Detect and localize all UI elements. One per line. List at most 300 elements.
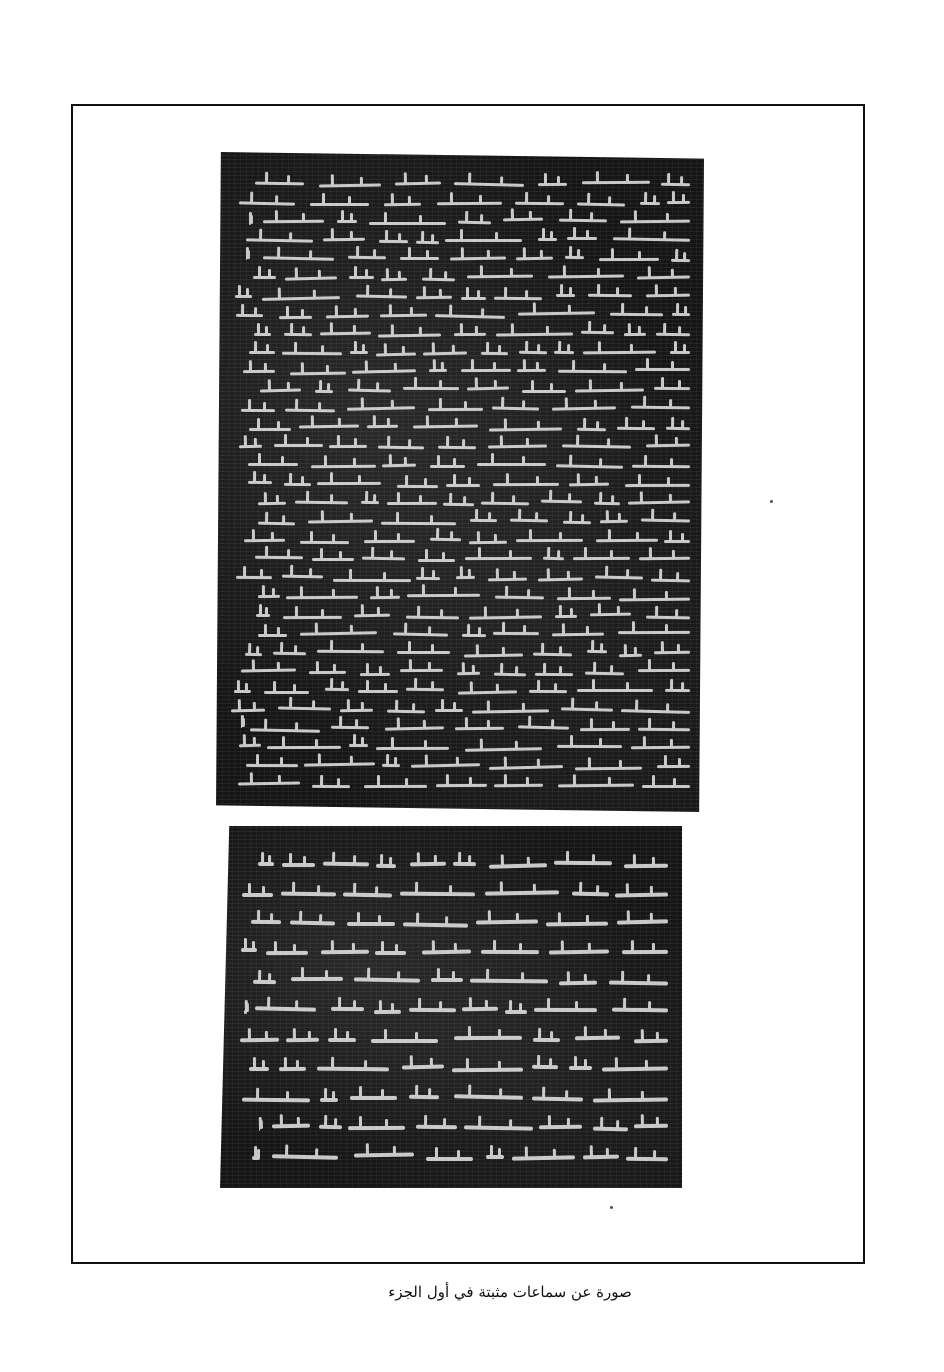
manuscript-stroke xyxy=(273,652,306,656)
manuscript-stroke xyxy=(379,240,408,243)
manuscript-stroke xyxy=(290,371,346,375)
manuscript-stroke xyxy=(308,519,373,523)
manuscript-stroke xyxy=(562,444,631,448)
manuscript-stroke xyxy=(488,577,527,581)
manuscript-stroke xyxy=(567,237,597,240)
manuscript-stroke xyxy=(454,1036,522,1040)
manuscript-stroke xyxy=(554,861,612,865)
manuscript-stroke xyxy=(350,1096,397,1100)
manuscript-stroke xyxy=(347,922,395,926)
manuscript-stroke xyxy=(321,949,369,954)
manuscript-stroke xyxy=(661,183,690,186)
manuscript-stroke xyxy=(533,1038,560,1042)
manuscript-stroke xyxy=(279,1067,306,1071)
manuscript-stroke xyxy=(532,1097,583,1102)
manuscript-stroke xyxy=(638,727,690,731)
manuscript-stroke xyxy=(457,672,480,676)
manuscript-stroke xyxy=(656,333,690,337)
manuscript-stroke xyxy=(360,673,390,676)
manuscript-stroke xyxy=(642,785,690,788)
manuscript-stroke xyxy=(522,390,566,393)
manuscript-stroke xyxy=(295,500,348,504)
manuscript-stroke xyxy=(559,219,607,223)
manuscript-stroke xyxy=(245,653,262,656)
manuscript-stroke xyxy=(266,951,308,955)
manuscript-stroke xyxy=(311,465,376,468)
manuscript-stroke xyxy=(426,1157,473,1161)
manuscript-stroke xyxy=(465,747,542,752)
manuscript-stroke xyxy=(594,502,620,506)
manuscript-stroke xyxy=(274,444,323,447)
manuscript-stroke xyxy=(634,1039,668,1044)
manuscript-stroke xyxy=(259,1127,260,1131)
manuscript-stroke xyxy=(317,1067,389,1072)
manuscript-stroke xyxy=(255,1006,316,1011)
manuscript-stroke xyxy=(382,764,400,767)
manuscript-stroke xyxy=(286,595,358,599)
manuscript-stroke xyxy=(532,1065,558,1069)
manuscript-stroke xyxy=(239,445,262,449)
manuscript-stroke xyxy=(422,950,471,955)
manuscript-stroke xyxy=(285,409,335,413)
manuscript-stroke xyxy=(461,369,511,372)
manuscript-stroke xyxy=(493,483,559,486)
manuscript-stroke xyxy=(361,501,379,504)
manuscript-stroke xyxy=(246,238,313,242)
manuscript-stroke xyxy=(517,369,546,372)
manuscript-stroke xyxy=(492,406,539,410)
manuscript-stroke xyxy=(370,596,400,600)
manuscript-stroke xyxy=(349,744,368,747)
manuscript-stroke xyxy=(354,977,420,982)
manuscript-stroke xyxy=(516,539,583,542)
manuscript-stroke xyxy=(337,220,357,223)
manuscript-stroke xyxy=(575,1036,620,1041)
manuscript-stroke xyxy=(423,351,468,355)
manuscript-stroke xyxy=(469,615,542,619)
manuscript-stroke xyxy=(485,891,559,896)
manuscript-stroke xyxy=(639,557,690,560)
manuscript-stroke xyxy=(516,257,553,261)
manuscript-writing xyxy=(220,826,682,1188)
manuscript-stroke xyxy=(328,1038,356,1042)
manuscript-stroke xyxy=(585,672,624,676)
manuscript-stroke xyxy=(241,725,242,728)
manuscript-stroke xyxy=(467,387,509,391)
manuscript-stroke xyxy=(503,218,543,222)
manuscript-stroke xyxy=(407,594,480,598)
manuscript-stroke xyxy=(587,650,607,653)
manuscript-stroke xyxy=(654,651,690,655)
manuscript-stroke xyxy=(593,1127,628,1132)
manuscript-stroke xyxy=(416,295,452,299)
manuscript-stroke xyxy=(430,538,461,542)
manuscript-stroke xyxy=(406,616,459,620)
manuscript-stroke xyxy=(387,709,425,713)
manuscript-stroke xyxy=(617,427,655,430)
manuscript-stroke xyxy=(348,388,391,392)
manuscript-stroke xyxy=(430,465,465,468)
manuscript-stroke xyxy=(375,951,406,955)
manuscript-stroke xyxy=(319,1124,342,1128)
manuscript-stroke xyxy=(262,296,340,301)
manuscript-stroke xyxy=(486,1155,504,1159)
manuscript-stroke xyxy=(317,482,381,485)
manuscript-stroke xyxy=(489,428,562,432)
manuscript-stroke xyxy=(575,389,644,393)
manuscript-stroke xyxy=(255,556,304,560)
manuscript-stroke xyxy=(284,332,312,335)
manuscript-stroke xyxy=(462,1007,498,1011)
manuscript-stroke xyxy=(411,763,480,768)
manuscript-stroke xyxy=(257,862,273,866)
manuscript-stroke xyxy=(331,1007,364,1011)
manuscript-stroke xyxy=(246,763,298,766)
manuscript-stroke xyxy=(278,706,331,710)
manuscript-stroke xyxy=(248,463,298,466)
manuscript-stroke xyxy=(400,669,443,672)
manuscript-stroke xyxy=(602,1066,668,1071)
manuscript-stroke xyxy=(249,428,291,431)
manuscript-stroke xyxy=(462,634,486,637)
manuscript-stroke xyxy=(323,238,365,242)
manuscript-stroke xyxy=(494,672,526,676)
manuscript-stroke xyxy=(664,540,690,543)
manuscript-stroke xyxy=(400,892,475,897)
manuscript-stroke xyxy=(253,276,276,279)
manuscript-stroke xyxy=(376,747,449,750)
manuscript-stroke xyxy=(376,352,417,356)
manuscript-stroke xyxy=(272,1123,310,1128)
manuscript-stroke xyxy=(236,314,263,317)
manuscript-stroke xyxy=(573,557,630,560)
manuscript-stroke xyxy=(267,746,341,749)
manuscript-stroke xyxy=(538,182,567,185)
manuscript-stroke xyxy=(617,919,668,924)
manuscript-stroke xyxy=(665,689,690,692)
manuscript-stroke xyxy=(454,1094,523,1100)
manuscript-stroke xyxy=(250,728,320,732)
manuscript-stroke xyxy=(310,203,369,206)
speck xyxy=(610,1206,613,1209)
manuscript-stroke xyxy=(320,332,371,336)
manuscript-stroke xyxy=(257,521,294,525)
manuscript-stroke xyxy=(610,312,663,316)
manuscript-stroke xyxy=(470,978,548,983)
manuscript-stroke xyxy=(641,518,690,522)
manuscript-stroke xyxy=(326,315,369,319)
manuscript-stroke xyxy=(238,782,300,786)
manuscript-stroke xyxy=(435,709,463,712)
manuscript-stroke xyxy=(409,1008,456,1012)
manuscript-stroke xyxy=(286,1038,319,1042)
manuscript-stroke xyxy=(582,181,650,184)
manuscript-stroke xyxy=(646,444,690,448)
manuscript-stroke xyxy=(353,1153,413,1158)
manuscript-stroke xyxy=(557,597,611,601)
manuscript-stroke xyxy=(577,202,625,206)
manuscript-stroke xyxy=(282,863,315,867)
manuscript-stroke xyxy=(494,297,542,301)
manuscript-stroke xyxy=(624,864,668,869)
manuscript-stroke xyxy=(635,368,690,371)
manuscript-image-top xyxy=(216,152,704,812)
manuscript-stroke xyxy=(348,256,387,259)
manuscript-stroke xyxy=(455,726,504,730)
manuscript-stroke xyxy=(583,1155,619,1160)
manuscript-stroke xyxy=(369,222,446,225)
manuscript-stroke xyxy=(481,502,529,506)
manuscript-stroke xyxy=(558,783,634,787)
manuscript-stroke xyxy=(452,1068,523,1073)
manuscript-stroke xyxy=(437,202,502,205)
manuscript-stroke xyxy=(600,519,628,523)
manuscript-stroke xyxy=(239,202,295,206)
manuscript-stroke xyxy=(410,861,446,866)
manuscript-stroke xyxy=(619,654,642,658)
manuscript-stroke xyxy=(242,893,273,897)
manuscript-stroke xyxy=(354,613,390,617)
manuscript-stroke xyxy=(624,333,646,336)
manuscript-stroke xyxy=(281,892,336,897)
manuscript-stroke xyxy=(515,201,564,205)
manuscript-stroke xyxy=(315,390,333,393)
manuscript-stroke xyxy=(367,425,398,429)
manuscript-stroke xyxy=(620,220,690,224)
manuscript-stroke xyxy=(403,387,459,390)
manuscript-stroke xyxy=(343,893,392,898)
manuscript-stroke xyxy=(397,485,438,488)
manuscript-stroke xyxy=(541,500,582,504)
manuscript-stroke xyxy=(638,669,690,672)
manuscript-stroke xyxy=(325,688,349,691)
manuscript-stroke xyxy=(263,220,324,224)
manuscript-stroke xyxy=(350,351,368,354)
manuscript-stroke xyxy=(309,671,346,674)
speck xyxy=(770,500,773,503)
manuscript-stroke xyxy=(234,690,251,693)
manuscript-stroke xyxy=(548,275,624,279)
manuscript-stroke xyxy=(299,425,359,429)
manuscript-stroke xyxy=(580,728,630,731)
manuscript-stroke xyxy=(590,613,631,617)
manuscript-stroke xyxy=(435,314,505,319)
manuscript-stroke xyxy=(465,557,532,560)
manuscript-stroke xyxy=(466,274,532,278)
manuscript-stroke xyxy=(285,277,337,281)
manuscript-stroke xyxy=(429,369,447,372)
manuscript-stroke xyxy=(385,726,444,730)
manuscript-stroke xyxy=(538,238,557,241)
manuscript-stroke xyxy=(291,977,343,981)
manuscript-stroke xyxy=(646,615,690,619)
manuscript-stroke xyxy=(558,370,627,374)
manuscript-stroke xyxy=(543,557,564,560)
manuscript-stroke xyxy=(241,409,275,412)
manuscript-stroke xyxy=(552,632,604,636)
manuscript-stroke xyxy=(464,1125,533,1130)
manuscript-stroke xyxy=(436,784,487,787)
manuscript-stroke xyxy=(469,541,508,545)
manuscript-stroke xyxy=(476,919,538,924)
manuscript-stroke xyxy=(254,333,271,336)
manuscript-stroke xyxy=(312,558,354,561)
manuscript-stroke xyxy=(358,690,398,693)
manuscript-stroke xyxy=(431,978,463,982)
manuscript-stroke xyxy=(613,238,690,243)
manuscript-stroke xyxy=(403,922,468,927)
manuscript-stroke xyxy=(561,707,613,711)
manuscript-stroke xyxy=(464,653,523,657)
manuscript-stroke xyxy=(282,575,323,579)
manuscript-stroke xyxy=(244,1010,247,1014)
manuscript-stroke xyxy=(593,1097,668,1102)
manuscript-stroke xyxy=(428,408,483,411)
manuscript-stroke xyxy=(533,652,572,656)
manuscript-stroke xyxy=(244,539,285,542)
manuscript-stroke xyxy=(512,1155,575,1160)
manuscript-stroke xyxy=(637,276,690,280)
manuscript-stroke xyxy=(272,1154,338,1160)
manuscript-stroke xyxy=(510,518,548,522)
manuscript-stroke xyxy=(348,1126,405,1130)
manuscript-stroke xyxy=(488,444,547,448)
manuscript-stroke xyxy=(402,1065,444,1070)
manuscript-stroke xyxy=(557,745,622,748)
manuscript-stroke xyxy=(539,1125,582,1130)
manuscript-stroke xyxy=(489,863,547,868)
manuscript-stroke xyxy=(409,1094,439,1099)
manuscript-stroke xyxy=(251,920,281,924)
manuscript-stroke xyxy=(393,633,448,637)
manuscript-stroke xyxy=(374,1010,401,1014)
manuscript-stroke xyxy=(364,540,415,543)
manuscript-stroke xyxy=(609,980,668,985)
manuscript-stroke xyxy=(347,406,415,410)
manuscript-stroke xyxy=(381,521,456,525)
manuscript-stroke xyxy=(588,293,632,297)
manuscript-stroke xyxy=(258,634,287,637)
manuscript-stroke xyxy=(258,595,280,598)
manuscript-stroke xyxy=(549,950,609,955)
manuscript-stroke xyxy=(577,689,653,692)
manuscript-stroke xyxy=(249,1067,269,1071)
manuscript-stroke xyxy=(556,294,575,297)
manuscript-stroke xyxy=(672,313,690,316)
manuscript-stroke xyxy=(387,502,437,505)
manuscript-stroke xyxy=(565,256,584,259)
manuscript-stroke xyxy=(569,1066,592,1070)
manuscript-stroke xyxy=(454,182,524,187)
manuscript-stroke xyxy=(236,576,272,579)
manuscript-stroke xyxy=(518,726,569,730)
manuscript-stroke xyxy=(416,1125,457,1130)
manuscript-stroke xyxy=(599,258,659,261)
manuscript-stroke xyxy=(253,980,276,984)
manuscript-stroke xyxy=(331,725,369,729)
manuscript-stroke xyxy=(422,278,455,282)
manuscript-stroke xyxy=(559,980,597,985)
manuscript-stroke xyxy=(379,313,426,317)
manuscript-stroke xyxy=(495,596,544,600)
manuscript-stroke xyxy=(364,785,427,788)
manuscript-stroke xyxy=(249,222,251,225)
manuscript-stroke xyxy=(493,632,539,635)
manuscript-stroke xyxy=(382,463,416,467)
manuscript-stroke xyxy=(454,332,486,335)
manuscript-stroke xyxy=(626,1156,668,1161)
manuscript-stroke xyxy=(632,465,690,468)
manuscript-stroke xyxy=(242,1097,310,1102)
manuscript-stroke xyxy=(356,294,407,298)
manuscript-stroke xyxy=(657,765,690,768)
manuscript-stroke xyxy=(264,691,309,694)
manuscript-stroke xyxy=(529,690,567,693)
manuscript-stroke xyxy=(446,484,480,487)
manuscript-stroke xyxy=(283,616,342,619)
manuscript-stroke xyxy=(400,257,439,260)
manuscript-stroke xyxy=(646,293,690,297)
manuscript-stroke xyxy=(438,446,476,450)
manuscript-stroke xyxy=(577,428,606,432)
manuscript-stroke xyxy=(546,921,608,926)
manuscript-stroke xyxy=(239,1038,278,1043)
manuscript-stroke xyxy=(596,539,658,542)
manuscript-stroke xyxy=(631,746,690,750)
manuscript-stroke xyxy=(654,387,690,390)
manuscript-stroke xyxy=(595,575,643,579)
manuscript-stroke xyxy=(255,182,304,186)
manuscript-stroke xyxy=(651,578,690,582)
manuscript-stroke xyxy=(538,578,583,582)
manuscript-stroke xyxy=(333,578,411,581)
manuscript-stroke xyxy=(453,862,476,866)
manuscript-stroke xyxy=(534,1008,597,1012)
manuscript-stroke xyxy=(615,893,668,898)
manuscript-stroke xyxy=(247,481,271,484)
manuscript-stroke xyxy=(625,484,690,487)
manuscript-stroke xyxy=(376,864,396,868)
manuscript-stroke xyxy=(458,690,517,694)
manuscript-stroke xyxy=(535,672,573,675)
manuscript-stroke xyxy=(252,1156,260,1160)
manuscript-stroke xyxy=(418,559,455,562)
manuscript-stroke xyxy=(505,1010,527,1014)
manuscript-stroke xyxy=(241,948,257,952)
manuscript-stroke xyxy=(569,483,609,487)
manuscript-stroke xyxy=(640,202,660,205)
manuscript-stroke xyxy=(489,765,563,770)
manuscript-stroke xyxy=(231,709,265,713)
manuscript-stroke xyxy=(323,861,369,866)
manuscript-stroke xyxy=(378,445,424,449)
manuscript-stroke xyxy=(319,184,381,188)
manuscript-stroke xyxy=(494,784,543,788)
manuscript-stroke xyxy=(241,669,296,673)
manuscript-stroke xyxy=(634,1124,668,1129)
manuscript-stroke xyxy=(235,295,252,298)
manuscript-stroke xyxy=(378,333,441,337)
manuscript-stroke xyxy=(281,352,341,355)
manuscript-stroke xyxy=(349,276,374,279)
manuscript-stroke xyxy=(340,708,373,712)
manuscript-stroke xyxy=(397,651,450,654)
manuscript-stroke xyxy=(456,575,475,578)
manuscript-stroke xyxy=(246,257,247,260)
manuscript-stroke xyxy=(628,500,690,504)
manuscript-stroke xyxy=(395,182,441,186)
manuscript-stroke xyxy=(445,239,522,242)
